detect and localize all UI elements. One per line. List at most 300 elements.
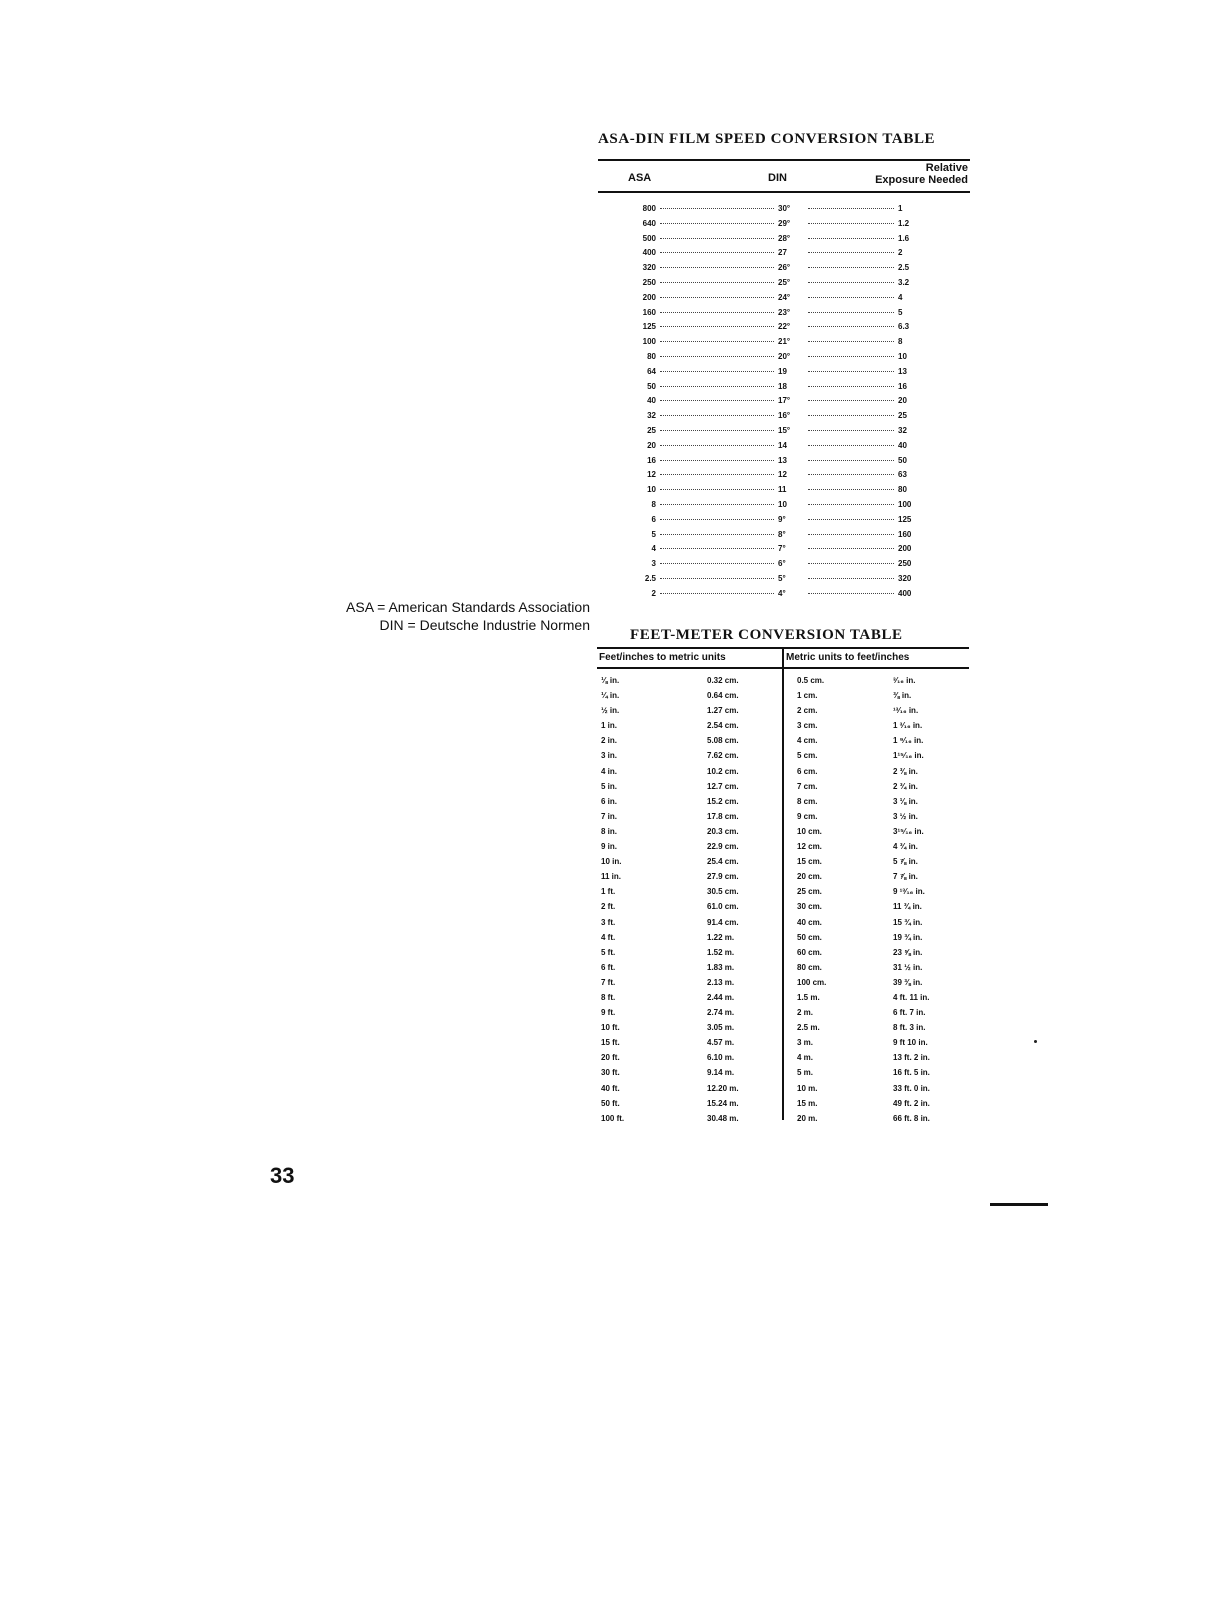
asa-table-header [598,159,970,193]
exposure-value: 320 [898,573,912,583]
metric-result: 27.9 cm. [707,872,739,882]
exposure-value: 20 [898,396,907,406]
asa-table-row [628,409,930,424]
leader-dots [660,591,774,594]
leader-dots [808,295,894,298]
metric-value: 15 m. [797,1098,818,1108]
leader-dots [808,458,894,461]
imperial-value: 3 in. [601,751,618,761]
feet-table-row [597,689,969,704]
metric-value: 2.5 m. [797,1023,820,1033]
exposure-value: 200 [898,544,912,554]
feet-table-title: FEET-METER CONVERSION TABLE [630,627,903,643]
leader-dots [660,398,774,401]
metric-value: 20 m. [797,1113,818,1123]
imperial-result: 49 ft. 2 in. [893,1098,930,1108]
metric-result: 6.10 m. [707,1053,735,1063]
exposure-value: 1.2 [898,218,910,228]
feet-table-row [597,795,969,810]
imperial-value: 2 ft. [601,902,616,912]
imperial-value: 4 ft. [601,932,616,942]
asa-value: 250 [642,277,656,287]
imperial-result: 1 ³⁄₁₆ in. [893,721,923,731]
din-value: 15° [778,425,791,435]
exposure-value: 3.2 [898,277,910,287]
asa-value: 10 [647,485,656,495]
imperial-result: ⅜ in. [893,691,912,701]
metric-value: 30 cm. [797,902,822,912]
leader-dots [660,546,774,549]
asa-table-row [628,202,930,217]
metric-value: 80 cm. [797,962,822,972]
leader-dots [808,206,894,209]
feet-table-row [597,931,969,946]
imperial-value: 10 ft. [601,1023,620,1033]
exposure-value: 32 [898,425,907,435]
asa-table-row [628,424,930,439]
scan-speck [1034,1040,1037,1043]
imperial-result: 1¹⁵⁄₁₆ in. [893,751,924,761]
exposure-value: 63 [898,470,907,480]
leader-dots [660,369,774,372]
metric-result: 2.74 m. [707,1008,735,1018]
metric-value: 3 cm. [797,721,818,731]
metric-result: 15.2 cm. [707,796,739,806]
asa-value: 6 [651,514,656,524]
asa-value: 16 [647,455,656,465]
metric-to-feet-header: Metric units to feet/inches [786,652,910,663]
metric-result: 25.4 cm. [707,857,739,867]
leader-dots [808,221,894,224]
leader-dots [808,339,894,342]
exposure-value: 25 [898,411,907,421]
imperial-value: 4 in. [601,766,618,776]
metric-result: 91.4 cm. [707,917,739,927]
asa-table-row [628,454,930,469]
feet-table-row [597,855,969,870]
leader-dots [808,354,894,357]
leader-dots [660,458,774,461]
asa-table-row [628,513,930,528]
asa-table-row [628,572,930,587]
imperial-value: 3 ft. [601,917,616,927]
leader-dots [660,384,774,387]
imperial-value: 9 in. [601,842,618,852]
exposure-value: 100 [898,499,912,509]
asa-value: 640 [642,218,656,228]
imperial-result: 5 ⅞ in. [893,857,918,867]
din-value: 22° [778,322,791,332]
metric-value: 60 cm. [797,947,822,957]
imperial-result: 19 ¾ in. [893,932,923,942]
feet-table-row [597,1006,969,1021]
leader-dots [660,339,774,342]
imperial-result: 3¹⁵⁄₁₆ in. [893,826,924,836]
din-value: 13 [778,455,787,465]
asa-value: 80 [647,351,656,361]
imperial-value: 6 in. [601,796,618,806]
imperial-result: 1 ⁹⁄₁₆ in. [893,736,924,746]
asa-value: 100 [642,337,656,347]
metric-result: 12.20 m. [707,1083,739,1093]
imperial-result: 23 ⅝ in. [893,947,923,957]
asa-table-row [628,320,930,335]
imperial-value: 9 ft. [601,1008,616,1018]
leader-dots [660,532,774,535]
leader-dots [660,576,774,579]
imperial-value: 6 ft. [601,962,616,972]
metric-value: 50 cm. [797,932,822,942]
page-number: 33 [270,1163,295,1188]
metric-value: 12 cm. [797,842,822,852]
metric-value: 4 cm. [797,736,818,746]
asa-table-row [628,276,930,291]
leader-dots [808,443,894,446]
asa-value: 50 [647,381,656,391]
leader-dots [660,265,774,268]
asa-table-row [628,557,930,572]
exposure-value: 16 [898,381,907,391]
metric-value: 1.5 m. [797,992,820,1002]
leader-dots [808,546,894,549]
leader-dots [660,517,774,520]
abbreviation-legend [300,598,590,634]
din-value: 16° [778,411,791,421]
feet-table-row [597,765,969,780]
asa-table-row [628,365,930,380]
metric-result: 15.24 m. [707,1098,739,1108]
leader-dots [808,413,894,416]
feet-table-row [597,1066,969,1081]
imperial-result: 13 ft. 2 in. [893,1053,930,1063]
asa-table-body [628,202,930,602]
din-value: 8° [778,529,786,539]
leader-dots [808,502,894,505]
imperial-value: 15 ft. [601,1038,620,1048]
asa-value: 5 [651,529,656,539]
metric-result: 0.64 cm. [707,691,739,701]
feet-table-row [597,961,969,976]
imperial-result: 4 ¾ in. [893,842,918,852]
feet-table-body [597,674,969,1127]
imperial-result: 9 ¹³⁄₁₆ in. [893,887,925,897]
imperial-value: 30 ft. [601,1068,620,1078]
asa-table-row [628,232,930,247]
asa-table-row [628,306,930,321]
asa-value: 8 [651,499,656,509]
metric-value: 4 m. [797,1053,814,1063]
asa-table-row [628,380,930,395]
leader-dots [660,354,774,357]
imperial-value: 8 ft. [601,992,616,1002]
din-value: 19 [778,366,787,376]
leader-dots [808,576,894,579]
imperial-value: 40 ft. [601,1083,620,1093]
asa-table-row [628,350,930,365]
metric-result: 12.7 cm. [707,781,739,791]
legend-din: DIN = Deutsche Industrie Normen [379,617,590,633]
exposure-value: 400 [898,588,912,598]
asa-value: 500 [642,233,656,243]
imperial-result: 9 ft 10 in. [893,1038,928,1048]
leader-dots [808,487,894,490]
asa-value: 40 [647,396,656,406]
asa-value: 400 [642,248,656,258]
feet-table-row [597,885,969,900]
leader-dots [808,517,894,520]
imperial-result: 8 ft. 3 in. [893,1023,926,1033]
metric-result: 7.62 cm. [707,751,739,761]
asa-table-row [628,468,930,483]
imperial-value: 2 in. [601,736,618,746]
din-value: 4° [778,588,786,598]
leader-dots [808,384,894,387]
metric-value: 6 cm. [797,766,818,776]
metric-result: 61.0 cm. [707,902,739,912]
feet-table-row [597,825,969,840]
exposure-value: 40 [898,440,907,450]
imperial-value: ½ in. [601,706,620,716]
asa-value: 320 [642,263,656,273]
imperial-result: 2 ¾ in. [893,781,918,791]
metric-result: 17.8 cm. [707,811,739,821]
leader-dots [660,236,774,239]
imperial-value: ⅛ in. [601,676,620,685]
metric-value: 20 cm. [797,872,822,882]
imperial-value: 10 in. [601,857,622,867]
din-value: 10 [778,499,787,509]
imperial-result: 39 ⅜ in. [893,977,923,987]
asa-table-row [628,498,930,513]
leader-dots [660,443,774,446]
imperial-result: 31 ½ in. [893,962,923,972]
feet-table-row [597,1021,969,1036]
leader-dots [808,428,894,431]
feet-table-row [597,1082,969,1097]
asa-column-header: ASA [628,172,652,184]
imperial-result: 33 ft. 0 in. [893,1083,930,1093]
feet-table-row [597,780,969,795]
exposure-value: 5 [898,307,903,317]
din-value: 18 [778,381,787,391]
leader-dots [660,472,774,475]
feet-table-row [597,704,969,719]
exposure-value: 6.3 [898,322,910,332]
legend-asa: ASA = American Standards Association [346,599,590,615]
asa-table-title: ASA-DIN FILM SPEED CONVERSION TABLE [598,131,936,147]
metric-result: 1.27 cm. [707,706,739,716]
metric-value: 5 cm. [797,751,818,761]
feet-table-row [597,991,969,1006]
feet-table-row [597,749,969,764]
din-value: 30° [778,204,791,213]
exposure-value: 13 [898,366,907,376]
leader-dots [660,487,774,490]
asa-table-row [628,394,930,409]
leader-dots [660,295,774,298]
metric-result: 2.54 cm. [707,721,739,731]
metric-value: 9 cm. [797,811,818,821]
leader-dots [808,236,894,239]
leader-dots [660,561,774,564]
metric-value: 15 cm. [797,857,822,867]
imperial-value: ¼ in. [601,691,620,701]
asa-table-row [628,217,930,232]
asa-value: 12 [647,470,656,480]
leader-dots [808,591,894,594]
feet-table-row [597,1112,969,1127]
metric-value: 10 cm. [797,826,822,836]
exposure-value: 1.6 [898,233,910,243]
leader-dots [660,413,774,416]
asa-table-row [628,528,930,543]
din-value: 29° [778,218,791,228]
metric-value: 40 cm. [797,917,822,927]
asa-value: 160 [642,307,656,317]
exposure-value: 250 [898,559,912,569]
imperial-result: 6 ft. 7 in. [893,1008,926,1018]
imperial-value: 5 in. [601,781,618,791]
metric-result: 0.32 cm. [707,676,739,685]
asa-table-row [628,246,930,261]
imperial-result: 66 ft. 8 in. [893,1113,930,1123]
din-value: 20° [778,351,791,361]
din-value: 26° [778,263,791,273]
asa-value: 20 [647,440,656,450]
leader-dots [660,324,774,327]
exposure-value: 2.5 [898,263,910,273]
asa-value: 4 [651,544,656,554]
metric-result: 1.22 m. [707,932,735,942]
metric-value: 0.5 cm. [797,676,825,685]
metric-result: 20.3 cm. [707,826,739,836]
leader-dots [660,221,774,224]
feet-to-metric-header: Feet/inches to metric units [599,652,726,663]
leader-dots [808,561,894,564]
metric-result: 1.83 m. [707,962,735,972]
leader-dots [660,250,774,253]
imperial-value: 50 ft. [601,1098,620,1108]
leader-dots [808,310,894,313]
exposure-value: 125 [898,514,912,524]
scan-edge-mark [990,1203,1048,1206]
imperial-value: 1 in. [601,721,618,731]
asa-value: 25 [647,425,656,435]
exposure-value: 160 [898,529,912,539]
imperial-result: 15 ¾ in. [893,917,923,927]
asa-value: 2.5 [644,573,656,583]
asa-table-row [628,439,930,454]
imperial-result: 3 ⅛ in. [893,796,918,806]
leader-dots [808,265,894,268]
leader-dots [808,532,894,535]
leader-dots [808,398,894,401]
feet-table-row [597,734,969,749]
metric-result: 10.2 cm. [707,766,739,776]
imperial-value: 7 in. [601,811,618,821]
asa-value: 2 [651,588,656,598]
feet-table-row [597,674,969,689]
asa-value: 125 [642,322,656,332]
asa-table-row [628,587,930,602]
exposure-value: 50 [898,455,907,465]
imperial-result: 3 ½ in. [893,811,918,821]
exposure-value: 10 [898,351,907,361]
din-value: 9° [778,514,786,524]
imperial-value: 8 in. [601,826,618,836]
imperial-result: 16 ft. 5 in. [893,1068,930,1078]
leader-dots [808,472,894,475]
asa-value: 800 [642,204,656,213]
metric-result: 2.13 m. [707,977,735,987]
imperial-result: 7 ⅞ in. [893,872,918,882]
metric-result: 2.44 m. [707,992,735,1002]
imperial-value: 11 in. [601,872,622,882]
metric-result: 5.08 cm. [707,736,739,746]
metric-value: 5 m. [797,1068,814,1078]
din-value: 6° [778,559,786,569]
feet-table-row [597,719,969,734]
leader-dots [808,250,894,253]
metric-value: 25 cm. [797,887,822,897]
metric-result: 4.57 m. [707,1038,735,1048]
leader-dots [660,502,774,505]
metric-value: 3 m. [797,1038,814,1048]
din-value: 24° [778,292,791,302]
metric-value: 7 cm. [797,781,818,791]
feet-table-row [597,976,969,991]
metric-value: 100 cm. [797,977,827,987]
imperial-result: 4 ft. 11 in. [893,992,930,1002]
metric-result: 22.9 cm. [707,842,739,852]
metric-value: 2 m. [797,1008,814,1018]
imperial-result: 11 ¾ in. [893,902,922,912]
imperial-value: 1 ft. [601,887,616,897]
din-value: 12 [778,470,787,480]
din-value: 7° [778,544,786,554]
imperial-result: ¹³⁄₁₆ in. [893,706,919,716]
leader-dots [808,369,894,372]
leader-dots [660,310,774,313]
metric-result: 30.48 m. [707,1113,739,1123]
exposure-column-header: Relative Exposure Needed [875,162,968,186]
asa-table-row [628,291,930,306]
imperial-value: 100 ft. [601,1113,625,1123]
leader-dots [660,428,774,431]
feet-table-row [597,946,969,961]
imperial-value: 20 ft. [601,1053,620,1063]
din-value: 11 [778,485,787,495]
din-value: 17° [778,396,791,406]
feet-table-row [597,1036,969,1051]
leader-dots [808,280,894,283]
din-value: 5° [778,573,786,583]
din-value: 28° [778,233,791,243]
feet-table-row [597,1097,969,1112]
din-value: 23° [778,307,791,317]
din-column-header: DIN [768,172,787,184]
exposure-value: 8 [898,337,903,347]
exposure-value: 80 [898,485,907,495]
feet-table-row [597,1051,969,1066]
imperial-value: 5 ft. [601,947,616,957]
asa-value: 200 [642,292,656,302]
metric-result: 1.52 m. [707,947,735,957]
din-value: 14 [778,440,787,450]
feet-table-row [597,900,969,915]
metric-value: 10 m. [797,1083,818,1093]
metric-value: 1 cm. [797,691,818,701]
